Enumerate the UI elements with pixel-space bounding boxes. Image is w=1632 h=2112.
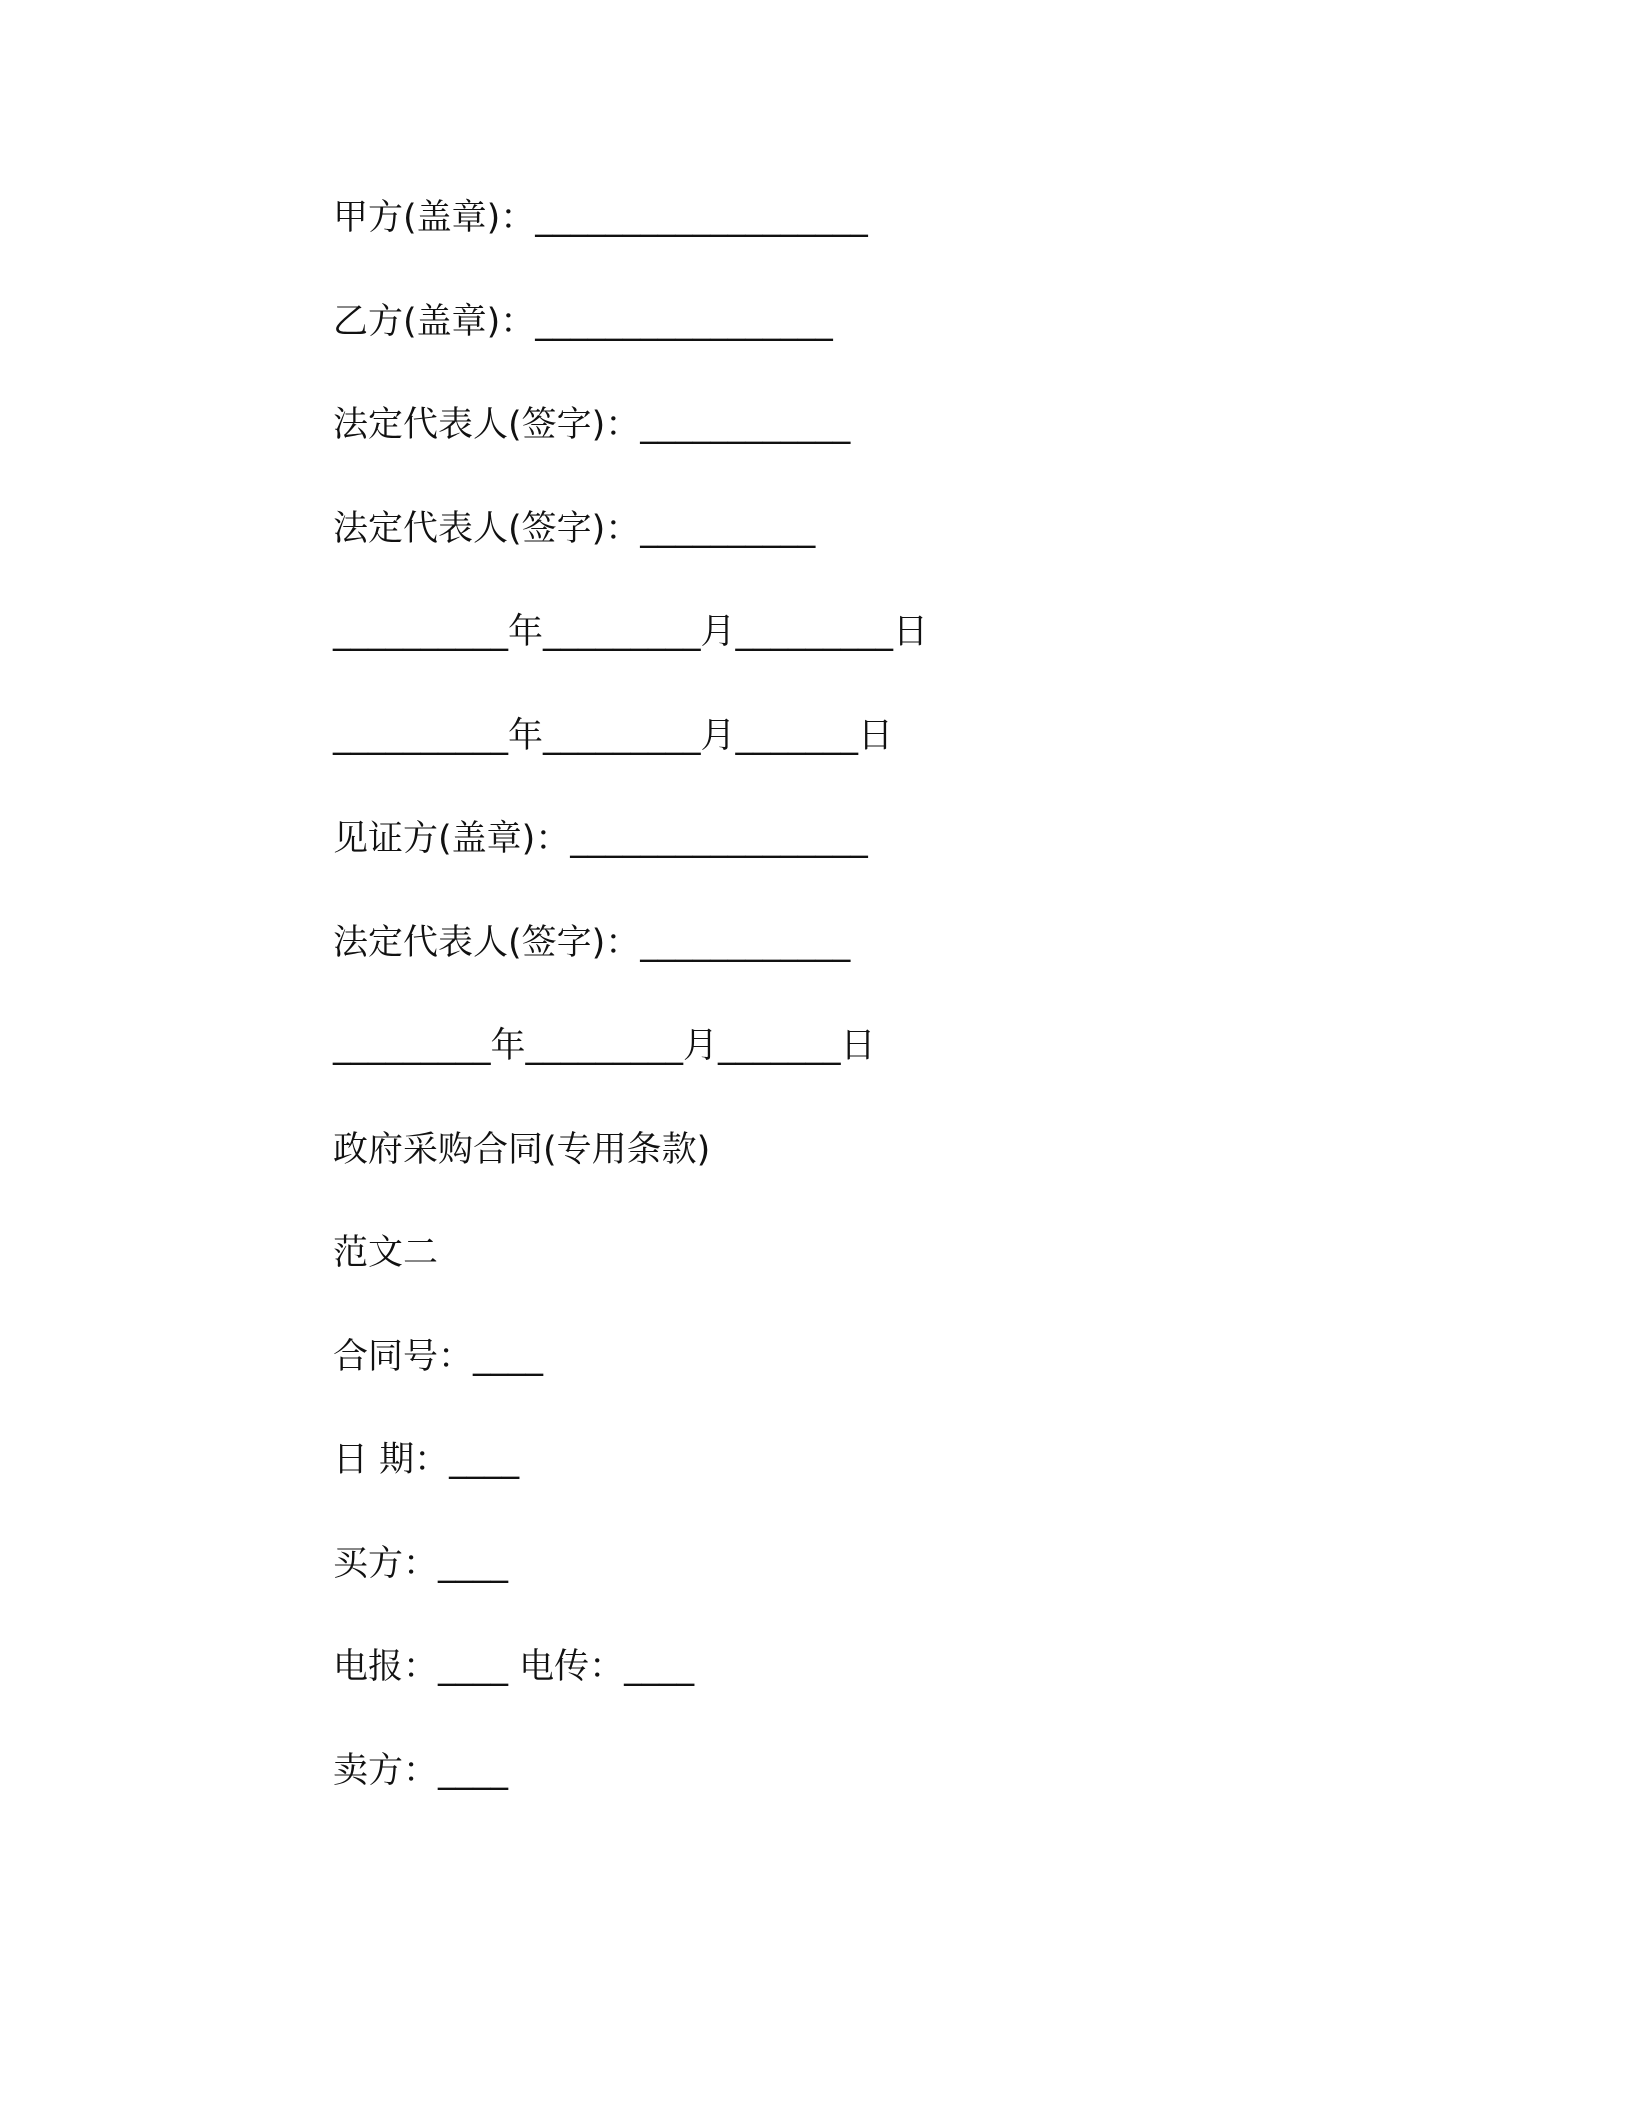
seller-line: 卖方：____ <box>333 1751 509 1791</box>
party-b-seal-line: 乙方(盖章)：_________________ <box>333 302 833 342</box>
date-line: _________年_________月_______日 <box>333 1026 876 1066</box>
party-a-seal-line: 甲方(盖章)：___________________ <box>333 198 868 238</box>
telegram-telex-line: 电报：____ 电传：____ <box>333 1647 695 1687</box>
legal-representative-signature-line: 法定代表人(签字)：__________ <box>333 509 816 549</box>
date-field-line: 日 期：____ <box>333 1440 520 1480</box>
legal-representative-signature-line: 法定代表人(签字)：____________ <box>333 405 851 445</box>
sample-heading: 范文二 <box>333 1233 439 1273</box>
date-line: __________年_________月_________日 <box>333 612 929 652</box>
contract-number-line: 合同号：____ <box>333 1337 544 1377</box>
witness-seal-line: 见证方(盖章)：_________________ <box>333 819 868 859</box>
legal-representative-signature-line: 法定代表人(签字)：____________ <box>333 923 851 963</box>
date-line: __________年_________月_______日 <box>333 716 894 756</box>
section-title: 政府采购合同(专用条款) <box>333 1130 711 1170</box>
buyer-line: 买方：____ <box>333 1544 509 1584</box>
